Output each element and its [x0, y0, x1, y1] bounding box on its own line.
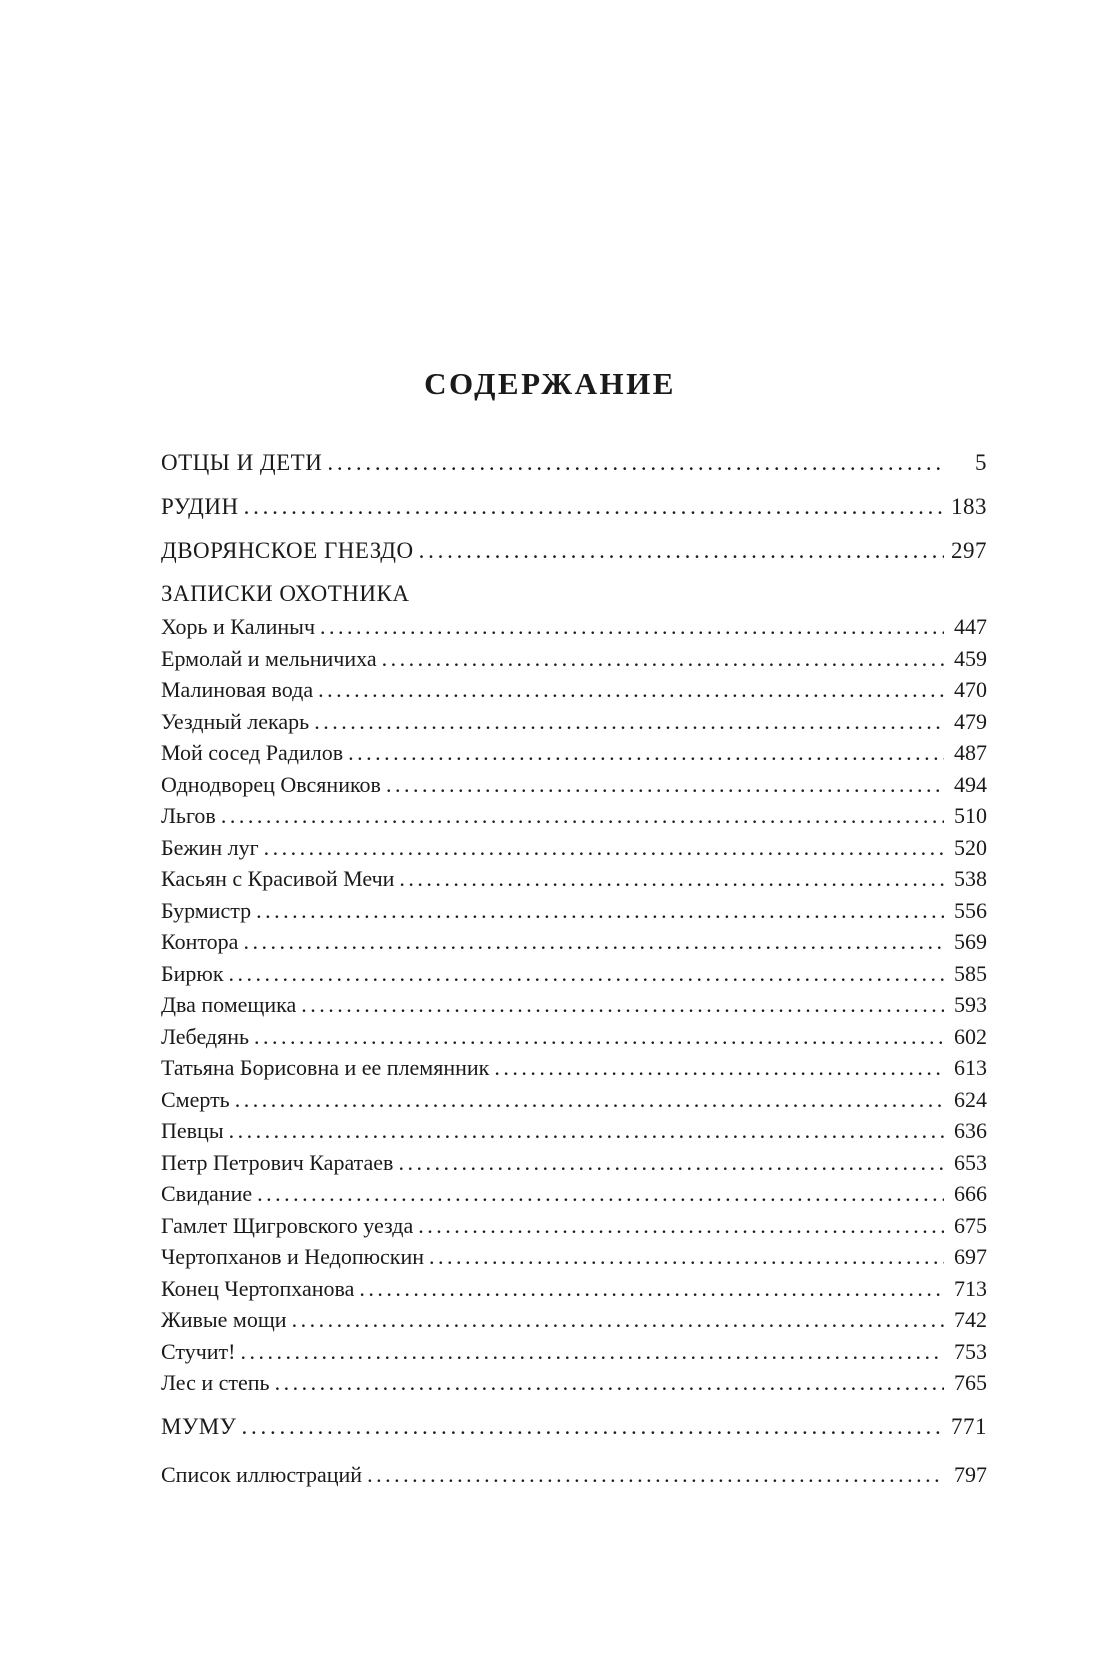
toc-section-heading[interactable] [161, 576, 987, 611]
toc-subentry-label: Малиновая вода [161, 677, 314, 702]
toc-subentry-label: Татьяна Борисовна и ее племянник [161, 1055, 490, 1080]
dot-leader [292, 1304, 944, 1336]
toc-subentry-label: Однодворец Овсяников [161, 771, 381, 797]
toc-subentry-page: 538 [954, 866, 987, 891]
page-title: СОДЕРЖАНИЕ [424, 365, 676, 401]
dot-leader [244, 485, 944, 529]
toc-subentry-label: Петр Петрович Каратаев [161, 1149, 394, 1175]
toc-subentry-page: 459 [954, 645, 987, 671]
toc-subentry[interactable] [161, 832, 987, 864]
toc-subentry[interactable] [161, 706, 987, 738]
dot-leader [275, 1367, 944, 1399]
toc-subentry[interactable] [161, 674, 987, 706]
dot-leader [320, 611, 944, 643]
toc-subentry[interactable] [161, 1367, 987, 1399]
toc-subentry-label: Гамлет Щигровского уезда [161, 1212, 414, 1238]
toc-subentry-page: 624 [954, 1086, 987, 1112]
dot-leader [235, 1084, 944, 1116]
toc-subentry-page: 569 [954, 929, 987, 954]
toc-subentry-label: Ермолай и мельничиха [161, 645, 377, 671]
toc-entry[interactable] [161, 529, 987, 573]
dot-leader [314, 706, 944, 738]
toc-subentry[interactable] [161, 737, 987, 769]
toc-subentry-page: 447 [954, 614, 987, 639]
toc-entry-page: 297 [951, 538, 987, 563]
toc-entry-page: 5 [975, 450, 987, 475]
toc-section-heading-label: ЗАПИСКИ ОХОТНИКА [161, 581, 410, 606]
toc-subentry-label: Хорь и Калиныч [161, 614, 316, 639]
toc-subentry-page: 666 [954, 1181, 987, 1206]
toc-subentry[interactable] [161, 643, 987, 675]
toc-subentry-page: 520 [954, 834, 987, 860]
dot-leader [264, 832, 944, 864]
toc-subentry-page: 636 [954, 1118, 987, 1143]
toc-subentry-label: Бурмистр [161, 897, 252, 923]
toc-subentry-label: Чертопханов и Недопюскин [161, 1244, 425, 1269]
toc-subentry-label: Лес и степь [161, 1370, 270, 1395]
dot-leader [494, 1052, 944, 1084]
toc-subentry-page: 742 [954, 1307, 987, 1332]
dot-leader [221, 800, 944, 832]
toc-subentry[interactable] [161, 1147, 987, 1179]
toc-subentry-page: 585 [954, 960, 987, 986]
dot-leader [327, 441, 944, 485]
toc-subentry-label: Лебедянь [161, 1023, 250, 1049]
toc-subentry[interactable] [161, 1178, 987, 1210]
toc-subentry-page: 613 [954, 1055, 987, 1080]
toc-subentry-page: 470 [954, 677, 987, 702]
toc-entry[interactable] [161, 485, 987, 529]
toc-subentry[interactable] [161, 769, 987, 801]
dot-leader [367, 1459, 944, 1491]
toc-subentry-page: 753 [954, 1338, 987, 1364]
toc-subentry[interactable] [161, 1273, 987, 1305]
toc-subentry[interactable] [161, 1084, 987, 1116]
toc-subentry[interactable] [161, 958, 987, 990]
toc-subentry[interactable] [161, 895, 987, 927]
dot-leader [257, 1178, 944, 1210]
toc-entry-label: ДВОРЯНСКОЕ ГНЕЗДО [161, 538, 414, 563]
toc-subentry-page: 494 [954, 771, 987, 797]
toc-subentry-label: Льгов [161, 803, 216, 828]
toc-subentry-label: Бежин луг [161, 834, 259, 860]
toc-appendix-entry[interactable] [161, 1459, 987, 1491]
dot-leader [254, 1021, 944, 1053]
toc-subentry-page: 713 [954, 1275, 987, 1301]
dot-leader [399, 863, 944, 895]
toc-subentry-label: Мой сосед Радилов [161, 740, 344, 765]
dot-leader [398, 1147, 944, 1179]
toc-subentry-page: 765 [954, 1370, 987, 1395]
toc-subentry-label: Смерть [161, 1086, 230, 1112]
toc-entry-label: МУМУ [161, 1413, 237, 1439]
toc-subentry-page: 653 [954, 1149, 987, 1175]
toc-entry[interactable] [161, 1405, 987, 1449]
toc-subentry-label: Певцы [161, 1118, 224, 1143]
dot-leader [301, 989, 944, 1021]
toc-subentry-page: 487 [954, 740, 987, 765]
toc-subentry[interactable] [161, 1210, 987, 1242]
toc-subentry[interactable] [161, 1115, 987, 1147]
dot-leader [359, 1273, 944, 1305]
toc-subentry-label: Живые мощи [161, 1307, 287, 1332]
toc-subentry[interactable] [161, 989, 987, 1021]
toc-subentry-label: Конец Чертопханова [161, 1275, 355, 1301]
toc-entry-page: 797 [954, 1461, 987, 1487]
toc-subentry-page: 479 [954, 708, 987, 734]
toc-subentry[interactable] [161, 1304, 987, 1336]
table-of-contents [161, 441, 987, 1490]
toc-subentry-page: 510 [954, 803, 987, 828]
toc-subentry-page: 602 [954, 1023, 987, 1049]
toc-subentry-page: 593 [954, 992, 987, 1017]
dot-leader [229, 1115, 944, 1147]
toc-subentry[interactable] [161, 1021, 987, 1053]
dot-leader [418, 1210, 944, 1242]
dot-leader [318, 674, 944, 706]
toc-subentry[interactable] [161, 926, 987, 958]
toc-subentry-page: 556 [954, 897, 987, 923]
toc-subentry-label: Бирюк [161, 960, 224, 986]
dot-leader [229, 958, 944, 990]
toc-subentry[interactable] [161, 611, 987, 643]
toc-subentry[interactable] [161, 1336, 987, 1368]
toc-subentry[interactable] [161, 1052, 987, 1084]
toc-entry[interactable] [161, 441, 987, 485]
toc-subentry[interactable] [161, 863, 987, 895]
toc-subentry-page: 675 [954, 1212, 987, 1238]
toc-subentry[interactable] [161, 1241, 987, 1273]
toc-subentry-label: Свидание [161, 1181, 253, 1206]
toc-subentry-label: Контора [161, 929, 239, 954]
dot-leader [243, 926, 944, 958]
dot-leader [241, 1336, 945, 1368]
toc-subentry-label: Стучит! [161, 1338, 236, 1364]
dot-leader [382, 643, 944, 675]
toc-entry-label: ОТЦЫ И ДЕТИ [161, 450, 323, 475]
toc-entry-page: 183 [951, 494, 987, 519]
toc-entry-label: Список иллюстраций [161, 1461, 363, 1487]
toc-subentry[interactable] [161, 800, 987, 832]
toc-subentry-label: Уездный лекарь [161, 708, 310, 734]
dot-leader [256, 895, 944, 927]
dot-leader [429, 1241, 944, 1273]
toc-entry-page: 771 [951, 1413, 987, 1439]
toc-subentry-label: Два помещика [161, 992, 297, 1017]
dot-leader [419, 529, 944, 573]
toc-subentry-page: 697 [954, 1244, 987, 1269]
dot-leader [386, 769, 944, 801]
toc-subentry-label: Касьян с Красивой Мечи [161, 866, 395, 891]
dot-leader [348, 737, 944, 769]
dot-leader [241, 1405, 944, 1449]
toc-entry-label: РУДИН [161, 494, 239, 519]
